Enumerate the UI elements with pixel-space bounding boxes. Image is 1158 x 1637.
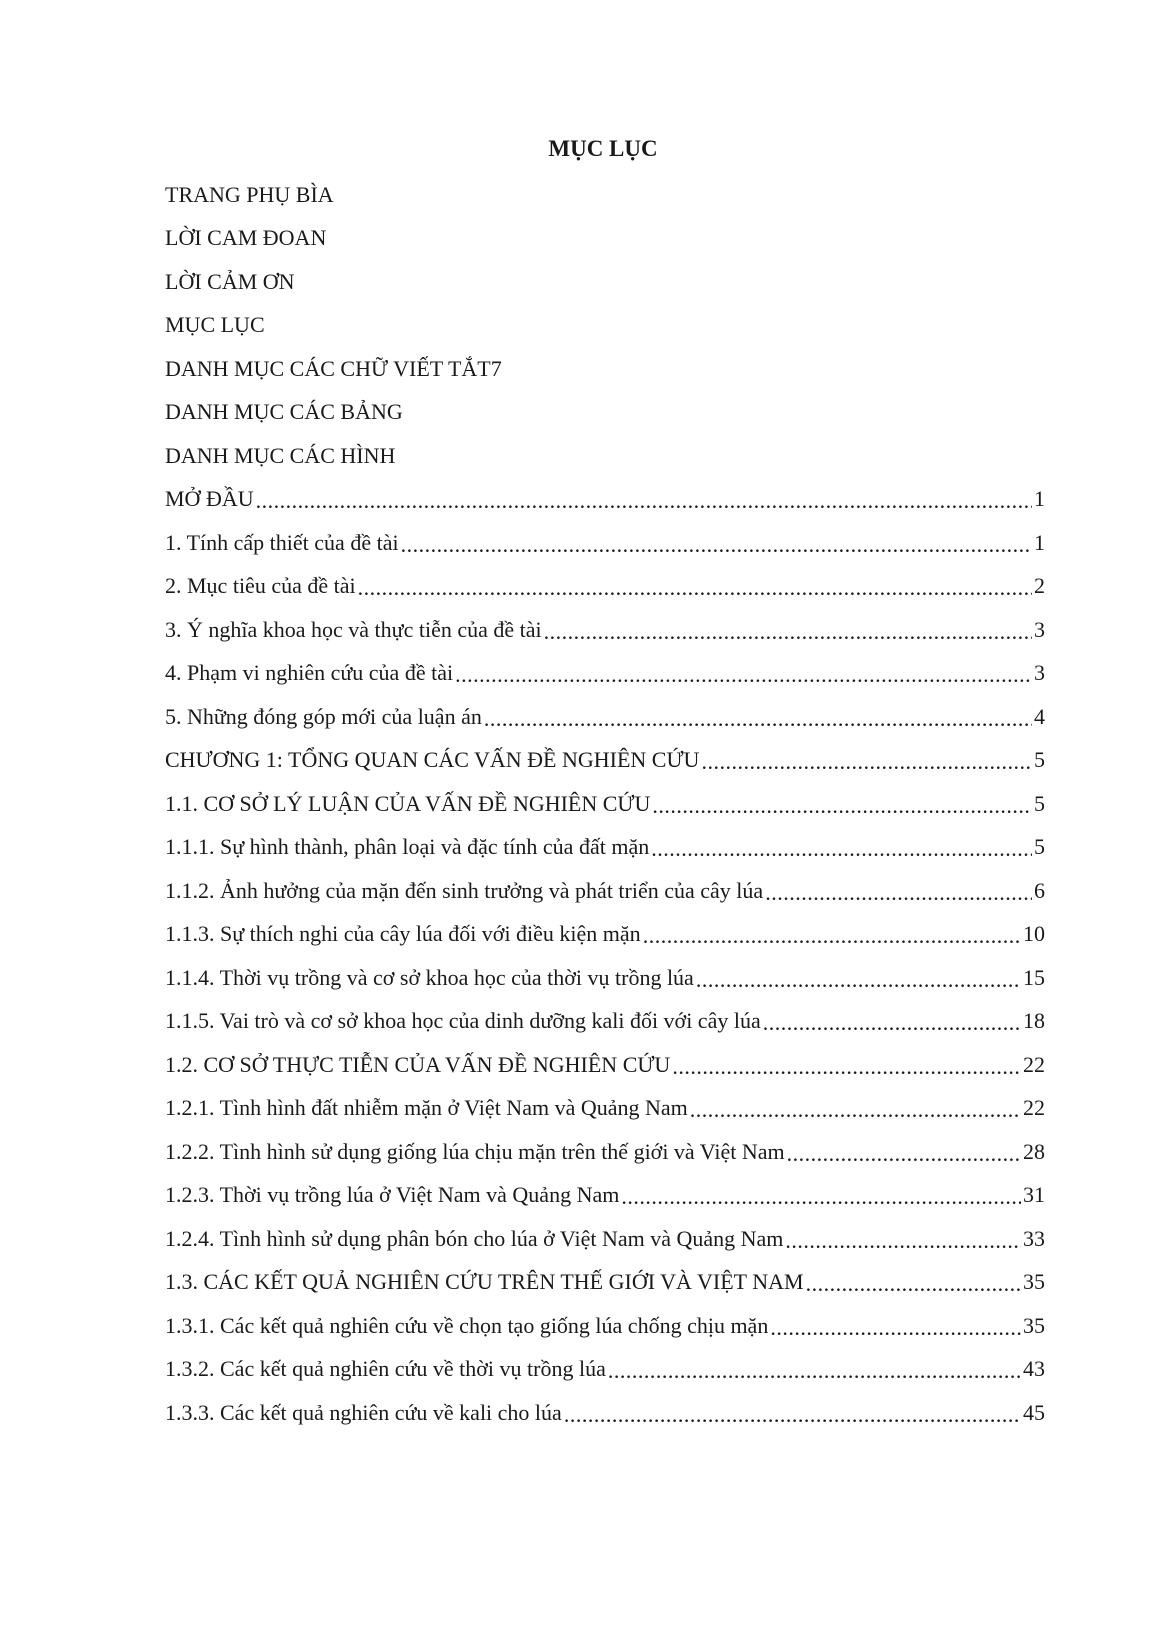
toc-page-number: 22 [1023, 1095, 1045, 1121]
toc-dot-leader [672, 1054, 1021, 1076]
toc-entry-label: 5. Những đóng góp mới của luận án [165, 703, 482, 729]
toc-dot-leader [544, 619, 1032, 641]
toc-entry[interactable] [165, 565, 1045, 609]
toc-entry-label: DANH MỤC CÁC BẢNG [165, 399, 403, 425]
toc-entry-label: 1.1.1. Sự hình thành, phân loại và đặc tính của đất mặn [165, 834, 650, 860]
toc-entry[interactable] [165, 521, 1045, 565]
toc-entry[interactable] [165, 173, 1045, 217]
toc-dot-leader [701, 749, 1032, 771]
toc-entry-label: TRANG PHỤ BÌA [165, 181, 334, 207]
toc-page-number: 31 [1023, 1182, 1045, 1208]
toc-dot-leader [651, 836, 1032, 858]
toc-dot-leader [455, 662, 1032, 684]
toc-dot-leader [652, 793, 1032, 815]
toc-entry[interactable] [165, 434, 1045, 478]
toc-entry[interactable] [165, 739, 1045, 783]
toc-entry-label: LỜI CẢM ƠN [165, 268, 295, 294]
toc-dot-leader [763, 1010, 1021, 1032]
toc-entry[interactable] [165, 1217, 1045, 1261]
toc-entry[interactable] [165, 956, 1045, 1000]
toc-page-number: 1 [1034, 529, 1045, 555]
toc-dot-leader [484, 706, 1032, 728]
toc-dot-leader [358, 575, 1032, 597]
toc-entry-label: 1.1.5. Vai trò và cơ sở khoa học của dinh dưỡng kali đối với cây lúa [165, 1008, 761, 1034]
toc-entry-label: 1.2.2. Tình hình sử dụng giống lúa chịu mặn trên thế giới và Việt Nam [165, 1138, 785, 1164]
toc-page-number: 5 [1034, 747, 1045, 773]
toc-entry[interactable] [165, 1130, 1045, 1174]
toc-dot-leader [806, 1271, 1021, 1293]
toc-dot-leader [564, 1402, 1021, 1424]
toc-page-number: 5 [1034, 790, 1045, 816]
toc-entry[interactable] [165, 826, 1045, 870]
toc-dot-leader [765, 880, 1032, 902]
toc-entry-label: CHƯƠNG 1: TỔNG QUAN CÁC VẤN ĐỀ NGHIÊN CỨU [165, 747, 700, 773]
toc-entry-label: 2. Mục tiêu của đề tài [165, 573, 356, 599]
toc-entry[interactable] [165, 1348, 1045, 1392]
toc-entry[interactable] [165, 1087, 1045, 1131]
toc-page-number: 2 [1034, 573, 1045, 599]
toc-entry-label: 3. Ý nghĩa khoa học và thực tiễn của đề tài [165, 616, 542, 642]
toc-entry[interactable] [165, 1000, 1045, 1044]
toc-entry-label: 1. Tính cấp thiết của đề tài [165, 529, 399, 555]
toc-page-number: 3 [1034, 660, 1045, 686]
toc-dot-leader [256, 488, 1032, 510]
toc-entry-label: DANH MỤC CÁC CHỮ VIẾT TẮT7 [165, 355, 502, 381]
toc-entry[interactable] [165, 1304, 1045, 1348]
toc-entry-label: 1.3. CÁC KẾT QUẢ NGHIÊN CỨU TRÊN THẾ GIỚI VÀ VIỆT NAM [165, 1269, 804, 1295]
toc-entry-label: 1.2. CƠ SỞ THỰC TIỄN CỦA VẤN ĐỀ NGHIÊN CỨU [165, 1051, 671, 1077]
toc-page-number: 28 [1023, 1138, 1045, 1164]
toc-page-number: 35 [1023, 1269, 1045, 1295]
toc-page-number: 22 [1023, 1051, 1045, 1077]
toc-page-number: 15 [1023, 964, 1045, 990]
toc-dot-leader [621, 1184, 1021, 1206]
toc-dot-leader [785, 1228, 1021, 1250]
table-of-contents [165, 173, 1045, 1435]
toc-entry[interactable] [165, 652, 1045, 696]
toc-entry-label: 1.1.2. Ảnh hưởng của mặn đến sinh trưởng và phát triển của cây lúa [165, 877, 764, 903]
toc-page-number: 3 [1034, 616, 1045, 642]
toc-page-number: 18 [1023, 1008, 1045, 1034]
toc-dot-leader [608, 1358, 1021, 1380]
toc-page-number: 43 [1023, 1356, 1045, 1382]
toc-entry-label: LỜI CAM ĐOAN [165, 225, 327, 251]
toc-entry-label: 1.2.3. Thời vụ trồng lúa ở Việt Nam và Quảng Nam [165, 1182, 620, 1208]
toc-entry-label: 1.3.2. Các kết quả nghiên cứu về thời vụ trồng lúa [165, 1356, 606, 1382]
toc-page-number: 1 [1034, 486, 1045, 512]
toc-entry[interactable] [165, 347, 1045, 391]
toc-entry-label: 1.1.3. Sự thích nghi của cây lúa đối với điều kiện mặn [165, 921, 641, 947]
toc-entry[interactable] [165, 869, 1045, 913]
toc-entry[interactable] [165, 608, 1045, 652]
toc-entry[interactable] [165, 217, 1045, 261]
toc-page-number: 6 [1034, 877, 1045, 903]
toc-dot-leader [401, 532, 1032, 554]
toc-page-number: 33 [1023, 1225, 1045, 1251]
toc-entry-label: MỤC LỤC [165, 312, 265, 338]
toc-page-number: 5 [1034, 834, 1045, 860]
toc-page-number: 35 [1023, 1312, 1045, 1338]
toc-page-number: 45 [1023, 1399, 1045, 1425]
toc-entry[interactable] [165, 913, 1045, 957]
toc-dot-leader [643, 923, 1021, 945]
toc-entry[interactable] [165, 1391, 1045, 1435]
toc-entry-label: 1.1. CƠ SỞ LÝ LUẬN CỦA VẤN ĐỀ NGHIÊN CỨU [165, 790, 651, 816]
toc-entry-label: 1.2.1. Tình hình đất nhiễm mặn ở Việt Nam và Quảng Nam [165, 1095, 688, 1121]
toc-entry-label: 1.3.1. Các kết quả nghiên cứu về chọn tạo giống lúa chống chịu mặn [165, 1312, 769, 1338]
toc-page-number: 10 [1023, 921, 1045, 947]
page-title: MỤC LỤC [548, 136, 658, 161]
toc-entry[interactable] [165, 478, 1045, 522]
toc-entry-label: 1.1.4. Thời vụ trồng và cơ sở khoa học của thời vụ trồng lúa [165, 964, 694, 990]
toc-dot-leader [690, 1097, 1021, 1119]
toc-entry[interactable] [165, 1261, 1045, 1305]
toc-dot-leader [696, 967, 1021, 989]
toc-entry[interactable] [165, 782, 1045, 826]
toc-entry-label: MỞ ĐẦU [165, 486, 254, 512]
toc-entry[interactable] [165, 1174, 1045, 1218]
toc-entry[interactable] [165, 391, 1045, 435]
toc-entry-label: 1.2.4. Tình hình sử dụng phân bón cho lúa ở Việt Nam và Quảng Nam [165, 1225, 784, 1251]
toc-entry-label: 1.3.3. Các kết quả nghiên cứu về kali cho lúa [165, 1399, 562, 1425]
toc-entry[interactable] [165, 304, 1045, 348]
toc-dot-leader [787, 1141, 1021, 1163]
toc-entry[interactable] [165, 1043, 1045, 1087]
toc-entry[interactable] [165, 695, 1045, 739]
toc-entry-label: DANH MỤC CÁC HÌNH [165, 442, 396, 468]
toc-entry[interactable] [165, 260, 1045, 304]
toc-page-number: 4 [1034, 703, 1045, 729]
toc-dot-leader [770, 1315, 1021, 1337]
toc-entry-label: 4. Phạm vi nghiên cứu của đề tài [165, 660, 454, 686]
